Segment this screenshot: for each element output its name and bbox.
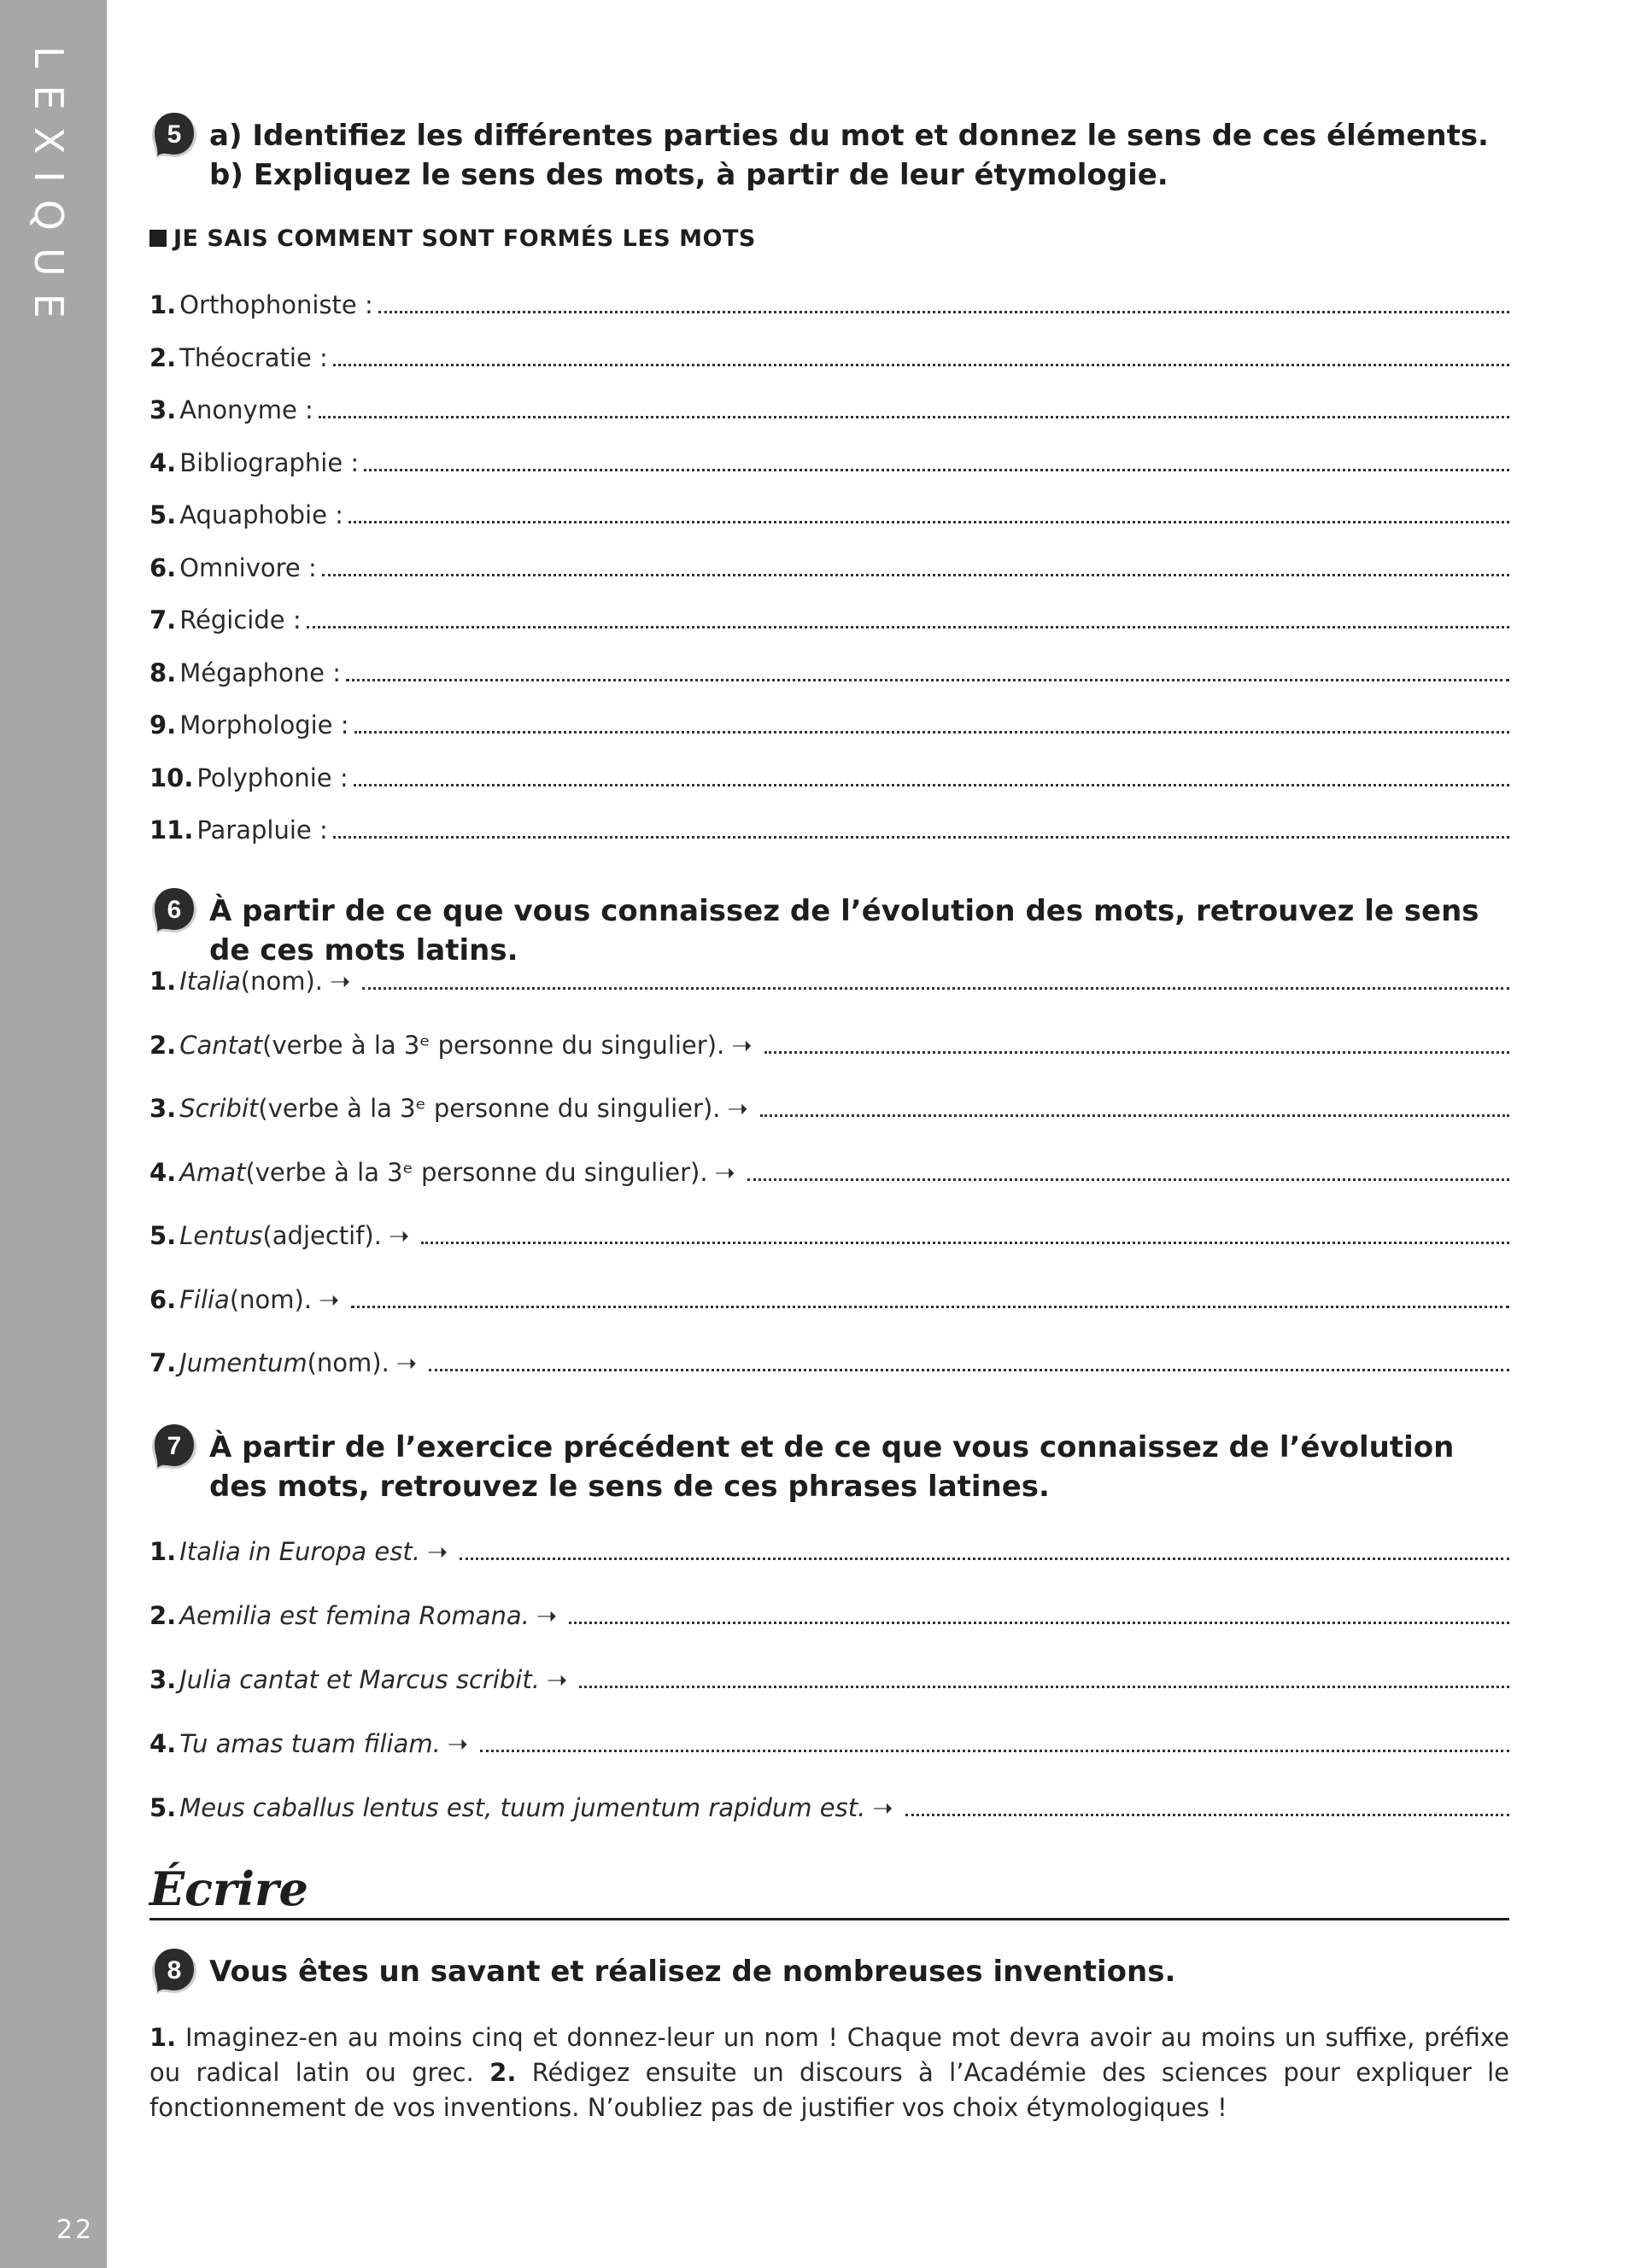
answer-line <box>149 1660 1509 1694</box>
exercise-number: 6 <box>167 896 182 924</box>
answer-line <box>149 1343 1509 1377</box>
answer-line <box>149 338 1509 372</box>
answer-field[interactable] <box>351 1280 1509 1308</box>
answer-line <box>149 1596 1509 1630</box>
answer-line <box>149 495 1509 529</box>
latin-text: Julia cantat et Marcus scribit. <box>179 1665 540 1694</box>
item-number: 2. <box>149 342 177 372</box>
answer-field[interactable] <box>760 1089 1509 1117</box>
answer-field[interactable] <box>362 962 1509 990</box>
arrow-icon: ➝ <box>714 1157 735 1187</box>
item-note: (nom). <box>240 967 324 996</box>
answer-field[interactable] <box>460 1532 1509 1560</box>
item-number: 11. <box>149 815 194 845</box>
answer-field[interactable] <box>346 653 1509 681</box>
answer-line <box>149 285 1509 319</box>
latin-text: Amat <box>179 1157 246 1187</box>
answer-line <box>149 1532 1509 1566</box>
exercise-instruction: Vous êtes un savant et réalisez de nombreuses inventions. <box>209 1955 1176 1989</box>
item-word: Parapluie : <box>196 815 328 845</box>
item-note: (nom). <box>307 1348 390 1377</box>
section-title-vertical: LEXIQUE <box>26 46 72 336</box>
section-label-text: JE SAIS COMMENT SONT FORMÉS LES MOTS <box>173 225 756 252</box>
arrow-icon: ➝ <box>388 1221 410 1250</box>
latin-text: Meus caballus lentus est, tuum jumentum rapidum est. <box>179 1793 866 1822</box>
page-number: 22 <box>56 2215 95 2245</box>
exercise-number-badge-icon <box>149 886 199 936</box>
item-word: Bibliographie : <box>179 447 360 477</box>
item-number: 4. <box>149 1157 177 1187</box>
latin-text: Filia <box>179 1284 230 1314</box>
section-label <box>149 225 756 252</box>
item-note: (verbe à la 3ᵉ personne du singulier). <box>245 1157 708 1187</box>
answer-line <box>149 600 1509 634</box>
writing-section-title: Écrire <box>149 1862 308 1916</box>
item-number: 6. <box>149 552 177 582</box>
exercise-instruction: À partir de ce que vous connaissez de l’évolution des mots, retrouvez le sens de ces mots latins. <box>209 894 1479 967</box>
section-divider <box>149 1918 1509 1920</box>
answer-line <box>149 1089 1509 1123</box>
answer-field[interactable] <box>354 705 1509 734</box>
item-word: Omnivore : <box>179 552 317 582</box>
exercise-number: 5 <box>167 120 182 149</box>
answer-field[interactable] <box>333 810 1509 839</box>
sidebar-band <box>0 0 107 2268</box>
exercise-5-header <box>149 116 1509 195</box>
item-number: 3. <box>149 1094 177 1123</box>
latin-text: Italia in Europa est. <box>179 1537 420 1566</box>
item-number: 2. <box>149 1601 177 1630</box>
bullet-square-icon <box>149 230 167 247</box>
exercise-instruction: a) Identifiez les différentes parties du mot et donnez le sens de ces éléments. b) Expliquez le sens des mots, à partir de leur étymologie. <box>209 119 1489 192</box>
answer-line <box>149 1724 1509 1758</box>
answer-field[interactable] <box>905 1788 1509 1816</box>
answer-line <box>149 443 1509 477</box>
answer-field[interactable] <box>480 1724 1509 1752</box>
answer-field[interactable] <box>569 1596 1509 1624</box>
answer-line <box>149 653 1509 687</box>
answer-line <box>149 1280 1509 1314</box>
exercise-instruction: À partir de l’exercice précédent et de ce que vous connaissez de l’évolution des mots, retrouvez le sens de ces phrases latines. <box>209 1430 1455 1504</box>
exercise-6-header <box>149 891 1509 970</box>
answer-line <box>149 548 1509 582</box>
item-number: 2. <box>149 1030 177 1060</box>
answer-line <box>149 1216 1509 1250</box>
prompt-text: Imaginez-en au moins cinq et donnez-leur un nom ! Chaque mot devra avoir au moins un suffixe, préfixe ou radical latin ou grec. <box>149 2023 1509 2087</box>
answer-line <box>149 810 1509 845</box>
writing-prompt <box>149 2020 1509 2125</box>
exercise-8-header <box>149 1952 1509 1991</box>
answer-line <box>149 962 1509 996</box>
exercise-number-badge-icon <box>149 1947 199 1996</box>
latin-text: Jumentum <box>179 1348 308 1377</box>
answer-field[interactable] <box>579 1660 1509 1688</box>
arrow-icon: ➝ <box>731 1030 753 1060</box>
latin-text: Aemilia est femina Romana. <box>179 1601 530 1630</box>
arrow-icon: ➝ <box>426 1537 448 1566</box>
item-note: (nom). <box>229 1284 313 1314</box>
arrow-icon: ➝ <box>319 1284 340 1314</box>
item-note: (verbe à la 3ᵉ personne du singulier). <box>258 1094 721 1123</box>
exercise-number-badge-icon <box>149 111 199 161</box>
item-word: Théocratie : <box>179 342 328 372</box>
exercise-number-badge-icon <box>149 1423 199 1472</box>
item-number: 7. <box>149 605 177 634</box>
answer-field[interactable] <box>307 600 1509 628</box>
answer-field[interactable] <box>378 285 1509 313</box>
item-number: 3. <box>149 395 177 424</box>
answer-line <box>149 1788 1509 1822</box>
item-number: 7. <box>149 1348 177 1377</box>
item-number: 5. <box>149 500 177 529</box>
item-word: Régicide : <box>179 605 302 634</box>
answer-field[interactable] <box>322 548 1509 576</box>
item-word: Mégaphone : <box>179 658 341 687</box>
latin-text: Lentus <box>179 1221 263 1250</box>
item-word: Polyphonie : <box>196 763 348 792</box>
answer-line <box>149 390 1509 424</box>
item-number: 4. <box>149 447 177 477</box>
latin-text: Cantat <box>179 1030 263 1060</box>
item-word: Orthophoniste : <box>179 290 373 319</box>
answer-line <box>149 1026 1509 1060</box>
item-note: (verbe à la 3ᵉ personne du singulier). <box>262 1030 725 1060</box>
item-number: 3. <box>149 1665 177 1694</box>
answer-field[interactable] <box>319 390 1509 418</box>
answer-field[interactable] <box>354 758 1509 786</box>
answer-field[interactable] <box>764 1026 1509 1054</box>
latin-text: Tu amas tuam filiam. <box>179 1729 441 1758</box>
exercise-number: 7 <box>167 1432 182 1460</box>
item-word: Aquaphobie : <box>179 500 343 529</box>
answer-field[interactable] <box>421 1216 1509 1244</box>
latin-text: Scribit <box>179 1094 259 1123</box>
exercise-7-header <box>149 1428 1509 1506</box>
answer-line <box>149 705 1509 739</box>
answer-field[interactable] <box>747 1153 1509 1181</box>
arrow-icon: ➝ <box>395 1348 418 1377</box>
arrow-icon: ➝ <box>536 1601 558 1630</box>
item-number: 1. <box>149 1537 177 1566</box>
item-word: Morphologie : <box>179 710 349 739</box>
arrow-icon: ➝ <box>330 967 351 996</box>
item-number: 5. <box>149 1221 177 1250</box>
arrow-icon: ➝ <box>727 1094 748 1123</box>
item-number: 1. <box>149 290 177 319</box>
prompt-number: 2. <box>489 2058 517 2087</box>
item-number: 9. <box>149 710 177 739</box>
item-number: 1. <box>149 967 177 996</box>
answer-field[interactable] <box>364 443 1509 471</box>
arrow-icon: ➝ <box>872 1793 893 1822</box>
latin-text: Italia <box>179 967 241 996</box>
prompt-text: Rédigez ensuite un discours à l’Académie des sciences pour expliquer le fonctionnement de vos inventions. N’oubliez pas de justifier vos choix étymologiques ! <box>149 2058 1509 2122</box>
arrow-icon: ➝ <box>546 1665 568 1694</box>
answer-line <box>149 758 1509 792</box>
answer-field[interactable] <box>333 338 1509 366</box>
item-number: 4. <box>149 1729 177 1758</box>
page-content <box>149 0 1509 2268</box>
answer-field[interactable] <box>429 1343 1509 1371</box>
item-note: (adjectif). <box>262 1221 382 1250</box>
item-number: 8. <box>149 658 177 687</box>
item-word: Anonyme : <box>179 395 313 424</box>
item-number: 5. <box>149 1793 177 1822</box>
exercise-number: 8 <box>167 1956 182 1984</box>
prompt-number: 1. <box>149 2023 177 2052</box>
answer-line <box>149 1153 1509 1187</box>
answer-field[interactable] <box>348 495 1509 523</box>
arrow-icon: ➝ <box>447 1729 469 1758</box>
item-number: 10. <box>149 763 194 792</box>
item-number: 6. <box>149 1284 177 1314</box>
